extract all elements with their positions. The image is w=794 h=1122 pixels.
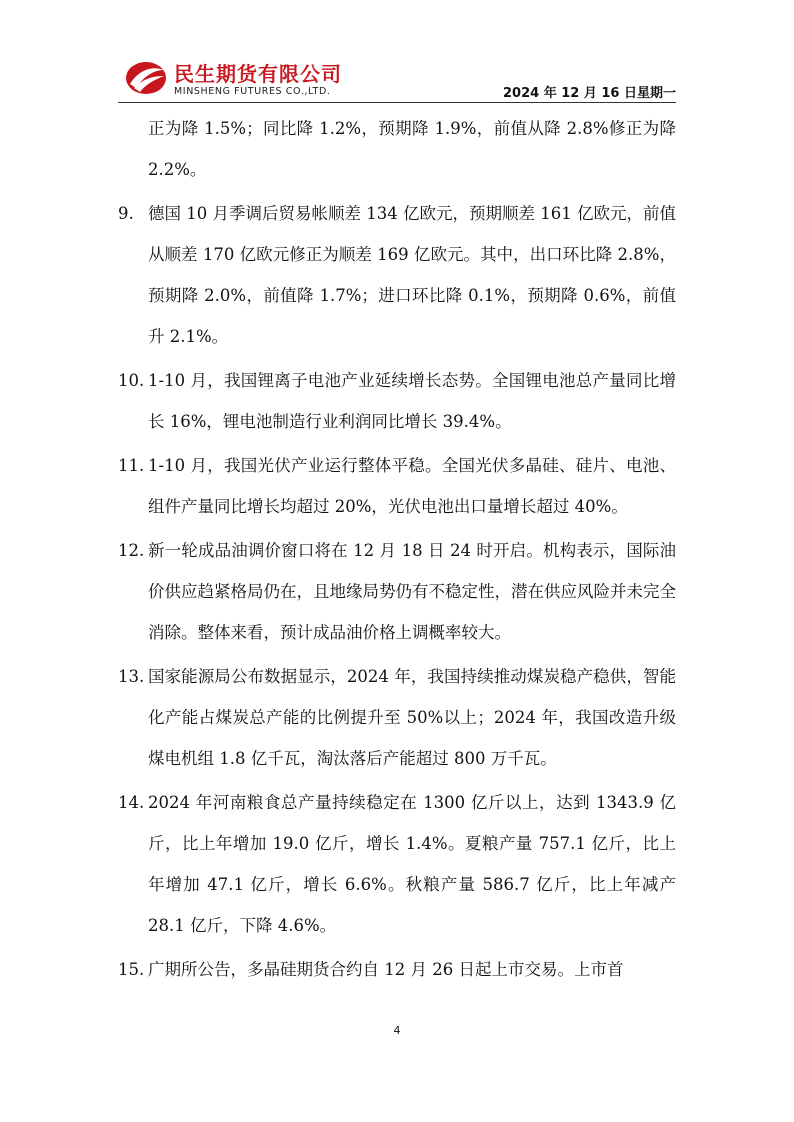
list-item [118, 949, 676, 990]
company-name-en: MINSHENG FUTURES CO.,LTD. [174, 86, 331, 97]
company-logo [124, 56, 364, 100]
list-item [118, 445, 676, 527]
page-number: 4 [393, 1024, 401, 1037]
item-number: 12. [118, 541, 145, 560]
item-number: 9. [118, 204, 134, 223]
item-text: 1-10 月，我国锂离子电池产业延续增长态势。全国锂电池总产量同比增长 16%，锂电池制造行业利润同比增长 39.4%。 [148, 371, 676, 431]
list-item [118, 656, 676, 779]
news-list [118, 108, 676, 990]
report-date: 2024 年 12 月 16 日星期一 [503, 86, 676, 101]
page-header [118, 52, 676, 100]
continuation-text: 正为降 1.5%；同比降 1.2%，预期降 1.9%，前值从降 2.8%修正为降 2.2%。 [148, 119, 676, 179]
list-item [118, 193, 676, 357]
item-text: 新一轮成品油调价窗口将在 12 月 18 日 24 时开启。机构表示，国际油价供应趋紧格局仍在，且地缘局势仍有不稳定性，潜在供应风险并未完全消除。整体来看，预计成品油价格上调概率较大。 [148, 541, 676, 642]
item-number: 15. [118, 960, 145, 979]
item-number: 13. [118, 667, 145, 686]
company-name-cn: 民生期货有限公司 [174, 62, 342, 86]
list-item [118, 360, 676, 442]
list-item [118, 530, 676, 653]
item-text: 1-10 月，我国光伏产业运行整体平稳。全国光伏多晶硅、硅片、电池、组件产量同比增长均超过 20%，光伏电池出口量增长超过 40%。 [148, 456, 676, 516]
item-number: 10. [118, 371, 145, 390]
list-item [118, 782, 676, 946]
item-text: 德国 10 月季调后贸易帐顺差 134 亿欧元，预期顺差 161 亿欧元，前值从顺差 170 亿欧元修正为顺差 169 亿欧元。其中，出口环比降 2.8%，预期降 2.0%，前值降 1.7%；进口环比降 0.1%，预期降 0.6%，前值升 2.1%。 [148, 204, 676, 346]
item-text: 国家能源局公布数据显示，2024 年，我国持续推动煤炭稳产稳供，智能化产能占煤炭总产能的比例提升至 50%以上；2024 年，我国改造升级煤电机组 1.8 亿千瓦，淘汰落后产能超过 800 万千瓦。 [148, 667, 676, 768]
logo-swoosh-icon [124, 58, 168, 98]
header-rule [118, 102, 676, 103]
item-text: 广期所公告，多晶硅期货合约自 12 月 26 日起上市交易。上市首 [148, 960, 624, 979]
item-number: 14. [118, 793, 145, 812]
item-number: 11. [118, 456, 145, 475]
item-text: 2024 年河南粮食总产量持续稳定在 1300 亿斤以上，达到 1343.9 亿斤，比上年增加 19.0 亿斤，增长 1.4%。夏粮产量 757.1 亿斤，比上年增加 47.1 亿斤，增长 6.6%。秋粮产量 586.7 亿斤，比上年减产 28.1 亿斤，下降 4.6%。 [148, 793, 676, 935]
